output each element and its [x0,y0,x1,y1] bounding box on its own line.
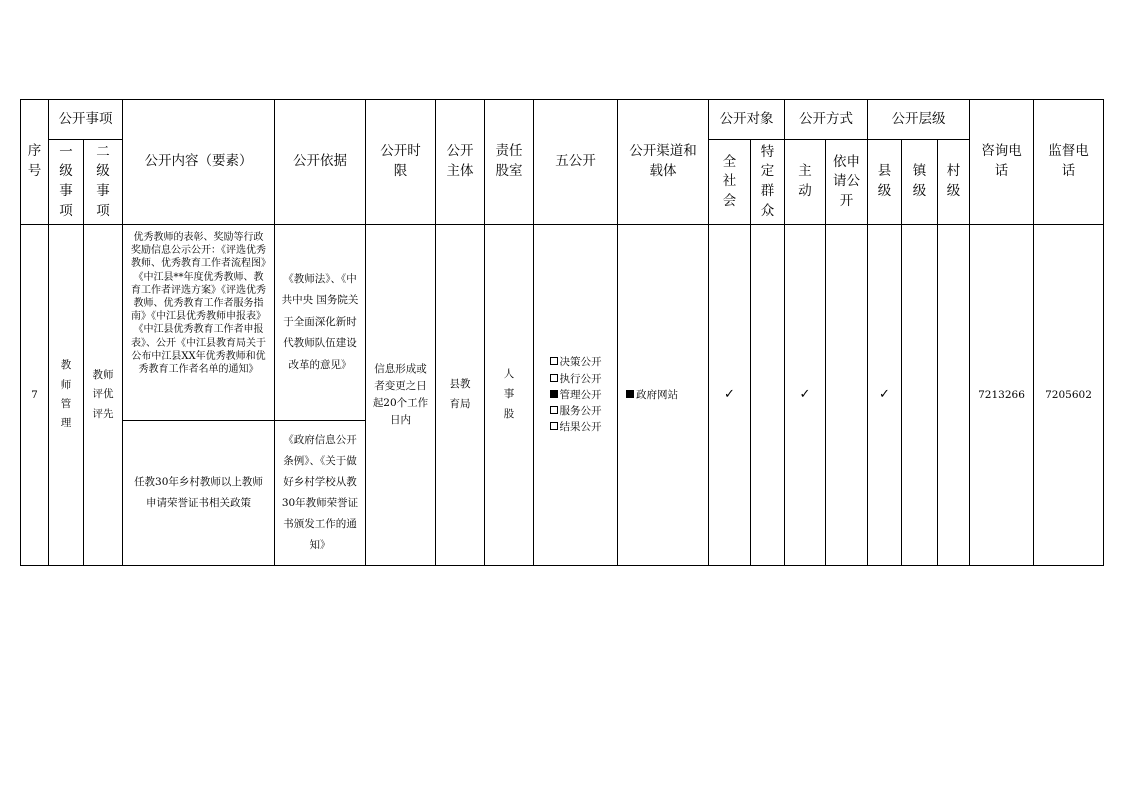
level-county-header: 县 级 [868,140,902,225]
level-village-header: 村 级 [938,140,970,225]
method-apply-header: 依申 请公 开 [826,140,868,225]
header-row-1 [21,100,1104,140]
row-level-town [902,225,938,566]
level-header: 公开层级 [868,100,970,140]
checkbox-checked-icon [550,390,558,398]
row-content-2: 任教30年乡村教师以上教师申请荣誉证书相关政策 [123,421,275,566]
seq-header: 序 号 [21,100,49,225]
basis-header: 公开依据 [275,100,366,225]
content-header: 公开内容（要素） [123,100,275,225]
disclosure-table [20,99,1104,566]
row-method-active: ✓ [785,225,826,566]
row-level-village [938,225,970,566]
row-subject: 县教 育局 [436,225,485,566]
checkbox-empty-icon [550,357,558,365]
five-open-header: 五公开 [534,100,618,225]
row-method-apply [826,225,868,566]
five-open-label: 执行公开 [559,372,602,385]
consult-phone-header: 咨询电 话 [970,100,1034,225]
checkbox-empty-icon [550,406,558,414]
five-open-list [550,354,602,435]
row-seq: 7 [21,225,49,566]
row-time-limit: 信息形成或者变更之日起20个工作日内 [366,225,436,566]
five-open-item [550,419,602,435]
row-office: 人 事 股 [485,225,534,566]
five-open-item [550,403,602,419]
public-item-header: 公开事项 [49,100,123,140]
time-limit-header: 公开时 限 [366,100,436,225]
five-open-label: 管理公开 [559,388,602,401]
five-open-label: 决策公开 [559,356,602,369]
office-header: 责任 股室 [485,100,534,225]
target-header: 公开对象 [709,100,785,140]
five-open-label: 结果公开 [559,421,602,434]
five-open-item [550,387,602,403]
row-supervise-phone: 7205602 [1034,225,1104,566]
channel-header: 公开渠道和 载体 [618,100,709,225]
five-open-item [550,354,602,370]
checkbox-empty-icon [550,374,558,382]
row-basis-2: 《政府信息公开条例》、《关于做好乡村学校从教30年教师荣誉证书颁发工作的通知》 [275,421,366,566]
five-open-label: 服务公开 [559,405,602,418]
row-five-open [534,225,618,566]
level1-header: 一 级 事 项 [49,140,84,225]
data-row-part-1 [21,225,1104,421]
level2-header: 二 级 事 项 [84,140,123,225]
target-all-header: 全 社 会 [709,140,751,225]
level-town-header: 镇 级 [902,140,938,225]
five-open-item [550,371,602,387]
row-target-all: ✓ [709,225,751,566]
checkbox-empty-icon [550,422,558,430]
target-specific-header: 特 定 群 众 [751,140,785,225]
row-channel-label: 政府网站 [636,388,678,401]
row-level2: 教师 评优 评先 [84,225,123,566]
row-level1: 教 师 管 理 [49,225,84,566]
row-target-specific [751,225,785,566]
row-consult-phone: 7213266 [970,225,1034,566]
row-channel [618,225,709,566]
row-level-county: ✓ [868,225,902,566]
method-header: 公开方式 [785,100,868,140]
row-basis-1: 《教师法》、《中共中央 国务院关于全面深化新时代教师队伍建设改革的意见》 [275,225,366,421]
checkbox-checked-icon [626,390,634,398]
method-active-header: 主 动 [785,140,826,225]
row-content-1: 优秀教师的表彰、奖励等行政奖励信息公示公开：《评选优秀教师、优秀教育工作者流程图》《中江县**年度优秀教师、教育工作者评选方案》《评选优秀教师、优秀教育工作者服务指南》《中江县优秀教师申报表》《中江县优秀教育工作者申报表》、公开《中江县教育局关于公布中江县XX年优秀教师和优秀教育工作者名单的通知》 [123,225,275,421]
supervise-phone-header: 监督电 话 [1034,100,1104,225]
subject-header: 公开 主体 [436,100,485,225]
